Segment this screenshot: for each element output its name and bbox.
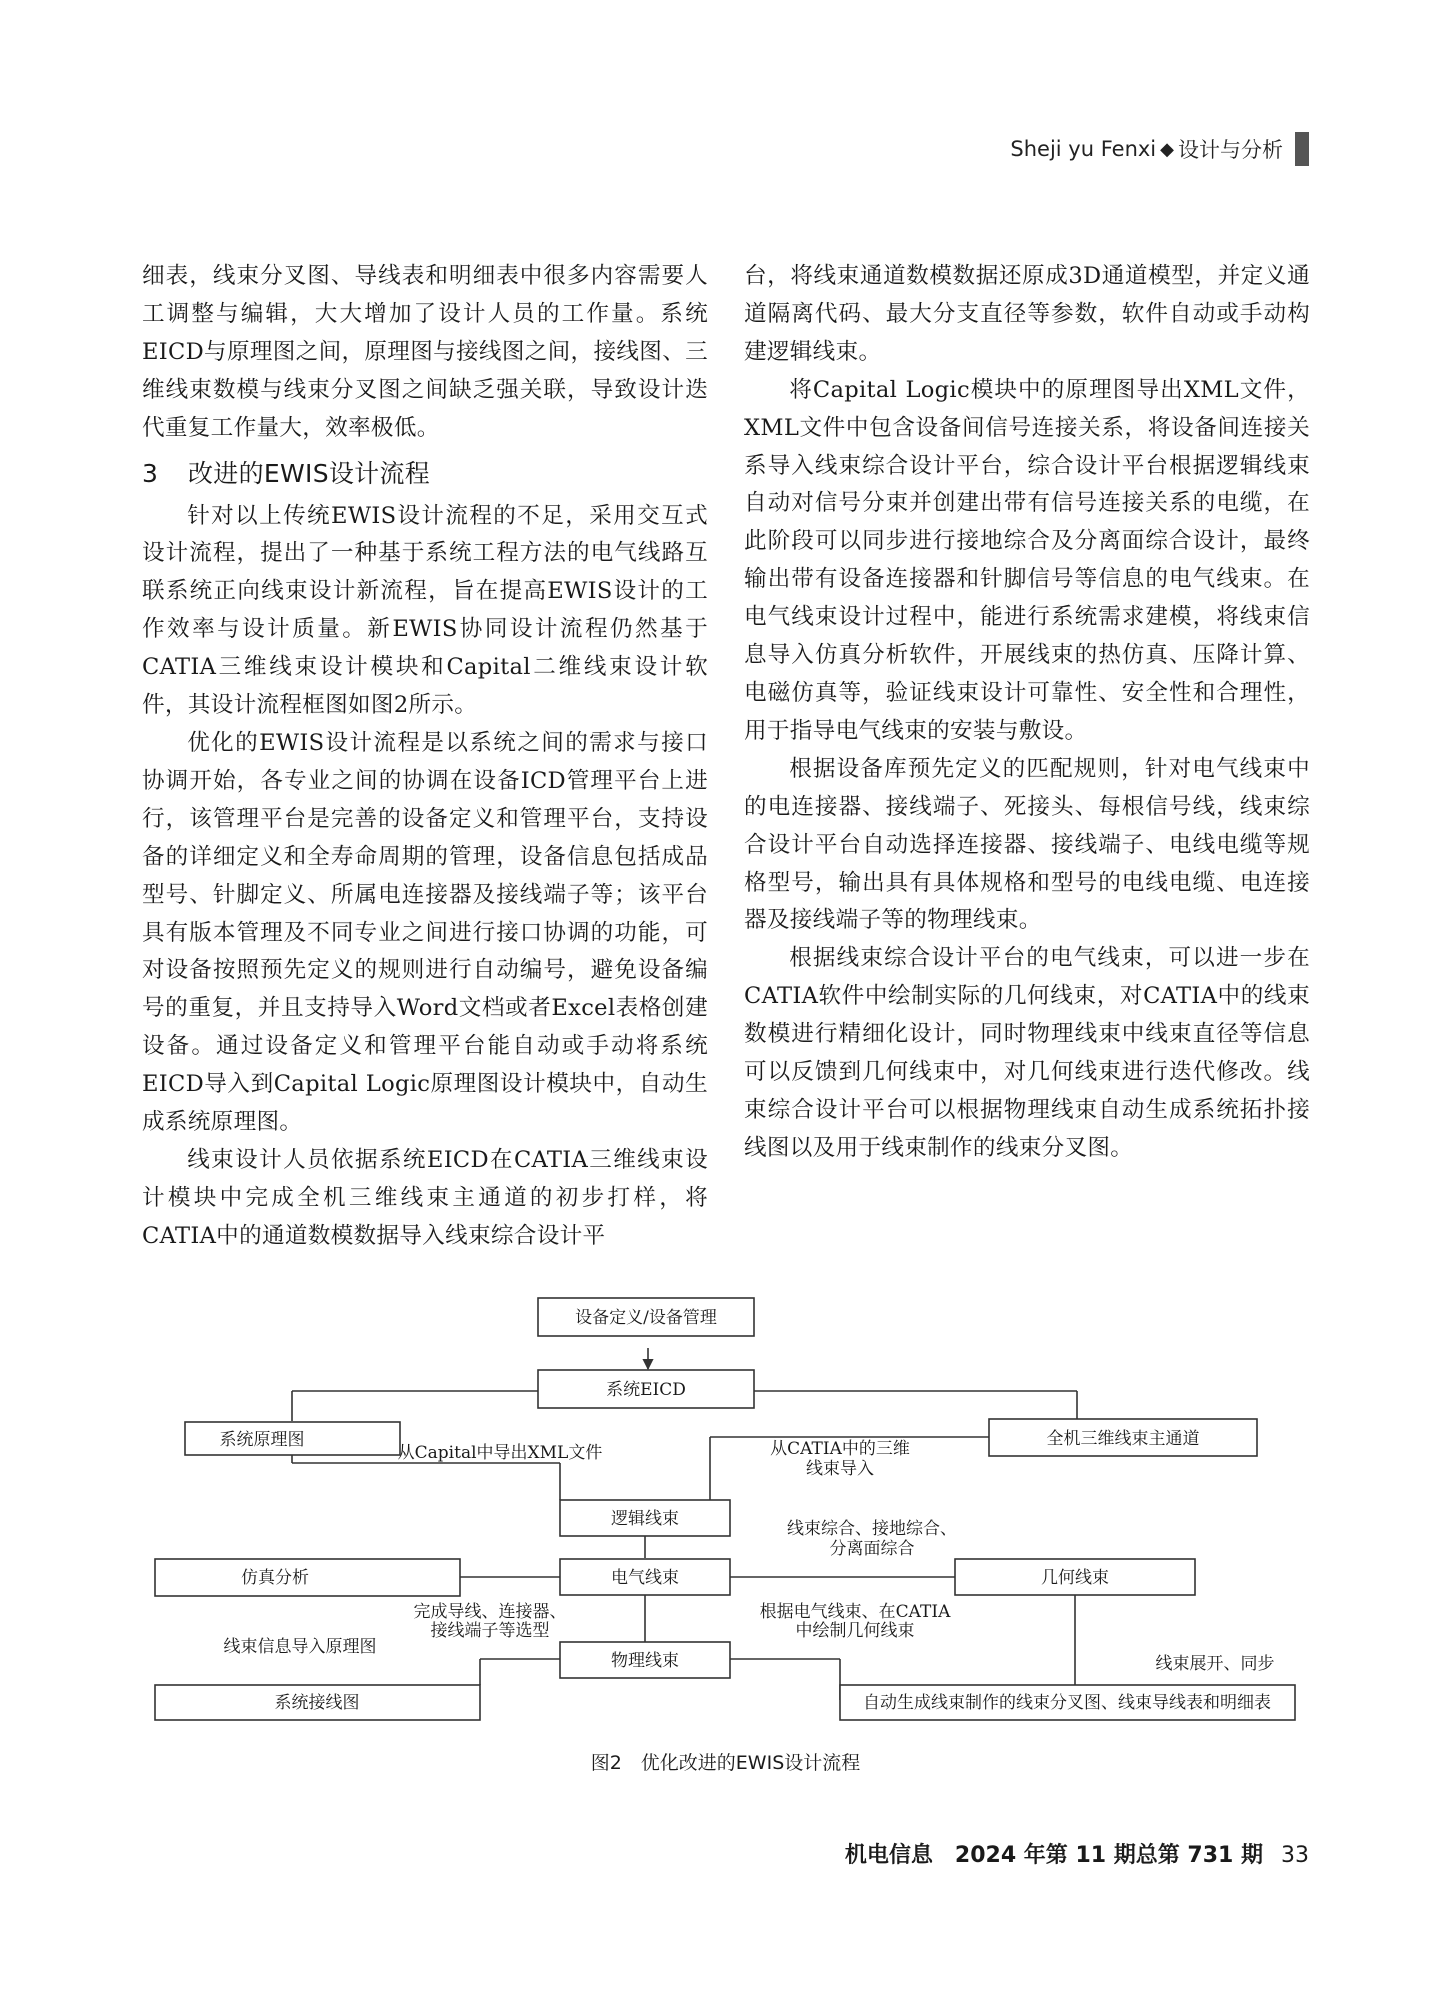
box-wiring-label: 系统接线图 — [274, 1693, 360, 1713]
edge-label-xml: 从Capital中导出XML文件 — [397, 1443, 603, 1463]
box-electrical-label: 电气线束 — [611, 1568, 679, 1588]
box-physical-label: 物理线束 — [611, 1651, 679, 1671]
edge-label-catia-2: 线束导入 — [806, 1459, 874, 1479]
paragraph: 线束设计人员依据系统EICD在CATIA三维线束设计模块中完成全机三维线束主通道的初步打样，将CATIA中的通道数模数据导入线束综合设计平 — [142, 1146, 708, 1249]
section-number: 3 — [142, 458, 159, 488]
edge-label-catia-1: 从CATIA中的三维 — [770, 1439, 910, 1459]
right-column — [744, 258, 1310, 1168]
box-auto-label: 自动生成线束制作的线束分叉图、线束导线表和明细表 — [863, 1693, 1271, 1713]
diamond-icon: ◆ — [1160, 138, 1174, 160]
edge-label-import-schematic: 线束信息导入原理图 — [223, 1637, 377, 1657]
section-heading — [142, 454, 708, 494]
header-section: 设计与分析 — [1178, 138, 1283, 162]
flow-diagram — [140, 1290, 1320, 1740]
edge-label-draw-1: 根据电气线束、在CATIA — [759, 1602, 951, 1622]
paragraph: 根据线束综合设计平台的电气线束，可以进一步在CATIA软件中绘制实际的几何线束，对CATIA中的线束数模进行精细化设计，同时物理线束中线束直径等信息可以反馈到几何线束中，对几何线束进行迭代修改。线束综合设计平台可以根据物理线束自动生成系统拓扑接线图以及用于线束制作的线束分叉图。 — [744, 945, 1310, 1161]
edge-label-select-1: 完成导线、连接器、 — [413, 1602, 567, 1622]
section-title: 改进的EWIS设计流程 — [188, 458, 431, 488]
page-footer — [845, 1838, 1309, 1869]
box-eicd-label: 系统EICD — [606, 1380, 686, 1400]
edge-label-select-2: 接线端子等选型 — [430, 1621, 550, 1641]
page-number: 33 — [1281, 1843, 1309, 1868]
running-header — [1010, 132, 1309, 166]
box-logic-label: 逻辑线束 — [611, 1509, 679, 1529]
figure-caption: 图2 优化改进的EWIS设计流程 — [590, 1752, 861, 1774]
paragraph: 台，将线束通道数模数据还原成3D通道模型，并定义通道隔离代码、最大分支直径等参数，软件自动或手动构建逻辑线束。 — [744, 263, 1310, 365]
left-column — [142, 258, 708, 1256]
edge-label-integ-2: 分离面综合 — [829, 1539, 915, 1559]
edge-label-unfold: 线束展开、同步 — [1155, 1654, 1275, 1674]
paragraph: 针对以上传统EWIS设计流程的不足，采用交互式设计流程，提出了一种基于系统工程方法的电气线路互联系统正向线束设计新流程，旨在提高EWIS设计的工作效率与设计质量。新EWIS协同设计流程仍然基于CATIA三维线束设计模块和Capital二维线束设计软件，其设计流程框图如图2所示。 — [142, 502, 708, 719]
header-pinyin: Sheji yu Fenxi — [1010, 137, 1157, 161]
header-bar — [1295, 132, 1309, 166]
box-simulation-label: 仿真分析 — [241, 1568, 309, 1588]
box-geometry-label: 几何线束 — [1041, 1568, 1109, 1588]
paragraph: 细表，线束分叉图、导线表和明细表中很多内容需要人工调整与编辑，大大增加了设计人员的工作量。系统EICD与原理图之间，原理图与接线图之间，接线图、三维线束数模与线束分叉图之间缺乏强关联，导致设计迭代重复工作量大，效率极低。 — [142, 263, 708, 441]
box-device-label: 设备定义/设备管理 — [575, 1308, 717, 1328]
paragraph: 根据设备库预先定义的匹配规则，针对电气线束中的电连接器、接线端子、死接头、每根信号线，线束综合设计平台自动选择连接器、接线端子、电线电缆等规格型号，输出具有具体规格和型号的电线电缆、电连接器及接线端子等的物理线束。 — [744, 755, 1310, 934]
edge-label-integ-1: 线束综合、接地综合、 — [787, 1519, 957, 1539]
box-schematic-label: 系统原理图 — [219, 1430, 305, 1450]
paragraph: 将Capital Logic模块中的原理图导出XML文件，XML文件中包含设备间信号连接关系，将设备间连接关系导入线束综合设计平台，综合设计平台根据逻辑线束自动对信号分束并创建出带有信号连接关系的电缆，在此阶段可以同步进行接地综合及分离面综合设计，最终输出带有设备连接器和针脚信号等信息的电气线束。在电气线束设计过程中，能进行系统需求建模，将线束信息导入仿真分析软件，开展线束的热仿真、压降计算、电磁仿真等，验证线束设计可靠性、安全性和合理性，用于指导电气线束的安装与敷设。 — [744, 376, 1310, 744]
paragraph: 优化的EWIS设计流程是以系统之间的需求与接口协调开始，各专业之间的协调在设备ICD管理平台上进行，该管理平台是完善的设备定义和管理平台，支持设备的详细定义和全寿命周期的管理，设备信息包括成品型号、针脚定义、所属电连接器及接线端子等；该平台具有版本管理及不同专业之间进行接口协调的功能，可对设备按照预先定义的规则进行自动编号，避免设备编号的重复，并且支持导入Word文档或者Excel表格创建设备。通过设备定义和管理平台能自动或手动将系统EICD导入到Capital Logic原理图设计模块中，自动生成系统原理图。 — [142, 729, 708, 1136]
journal-info: 机电信息 2024 年第 11 期总第 731 期 — [844, 1843, 1263, 1868]
edge-label-draw-2: 中绘制几何线束 — [795, 1621, 915, 1641]
box-channel-label: 全机三维线束主通道 — [1046, 1429, 1200, 1449]
